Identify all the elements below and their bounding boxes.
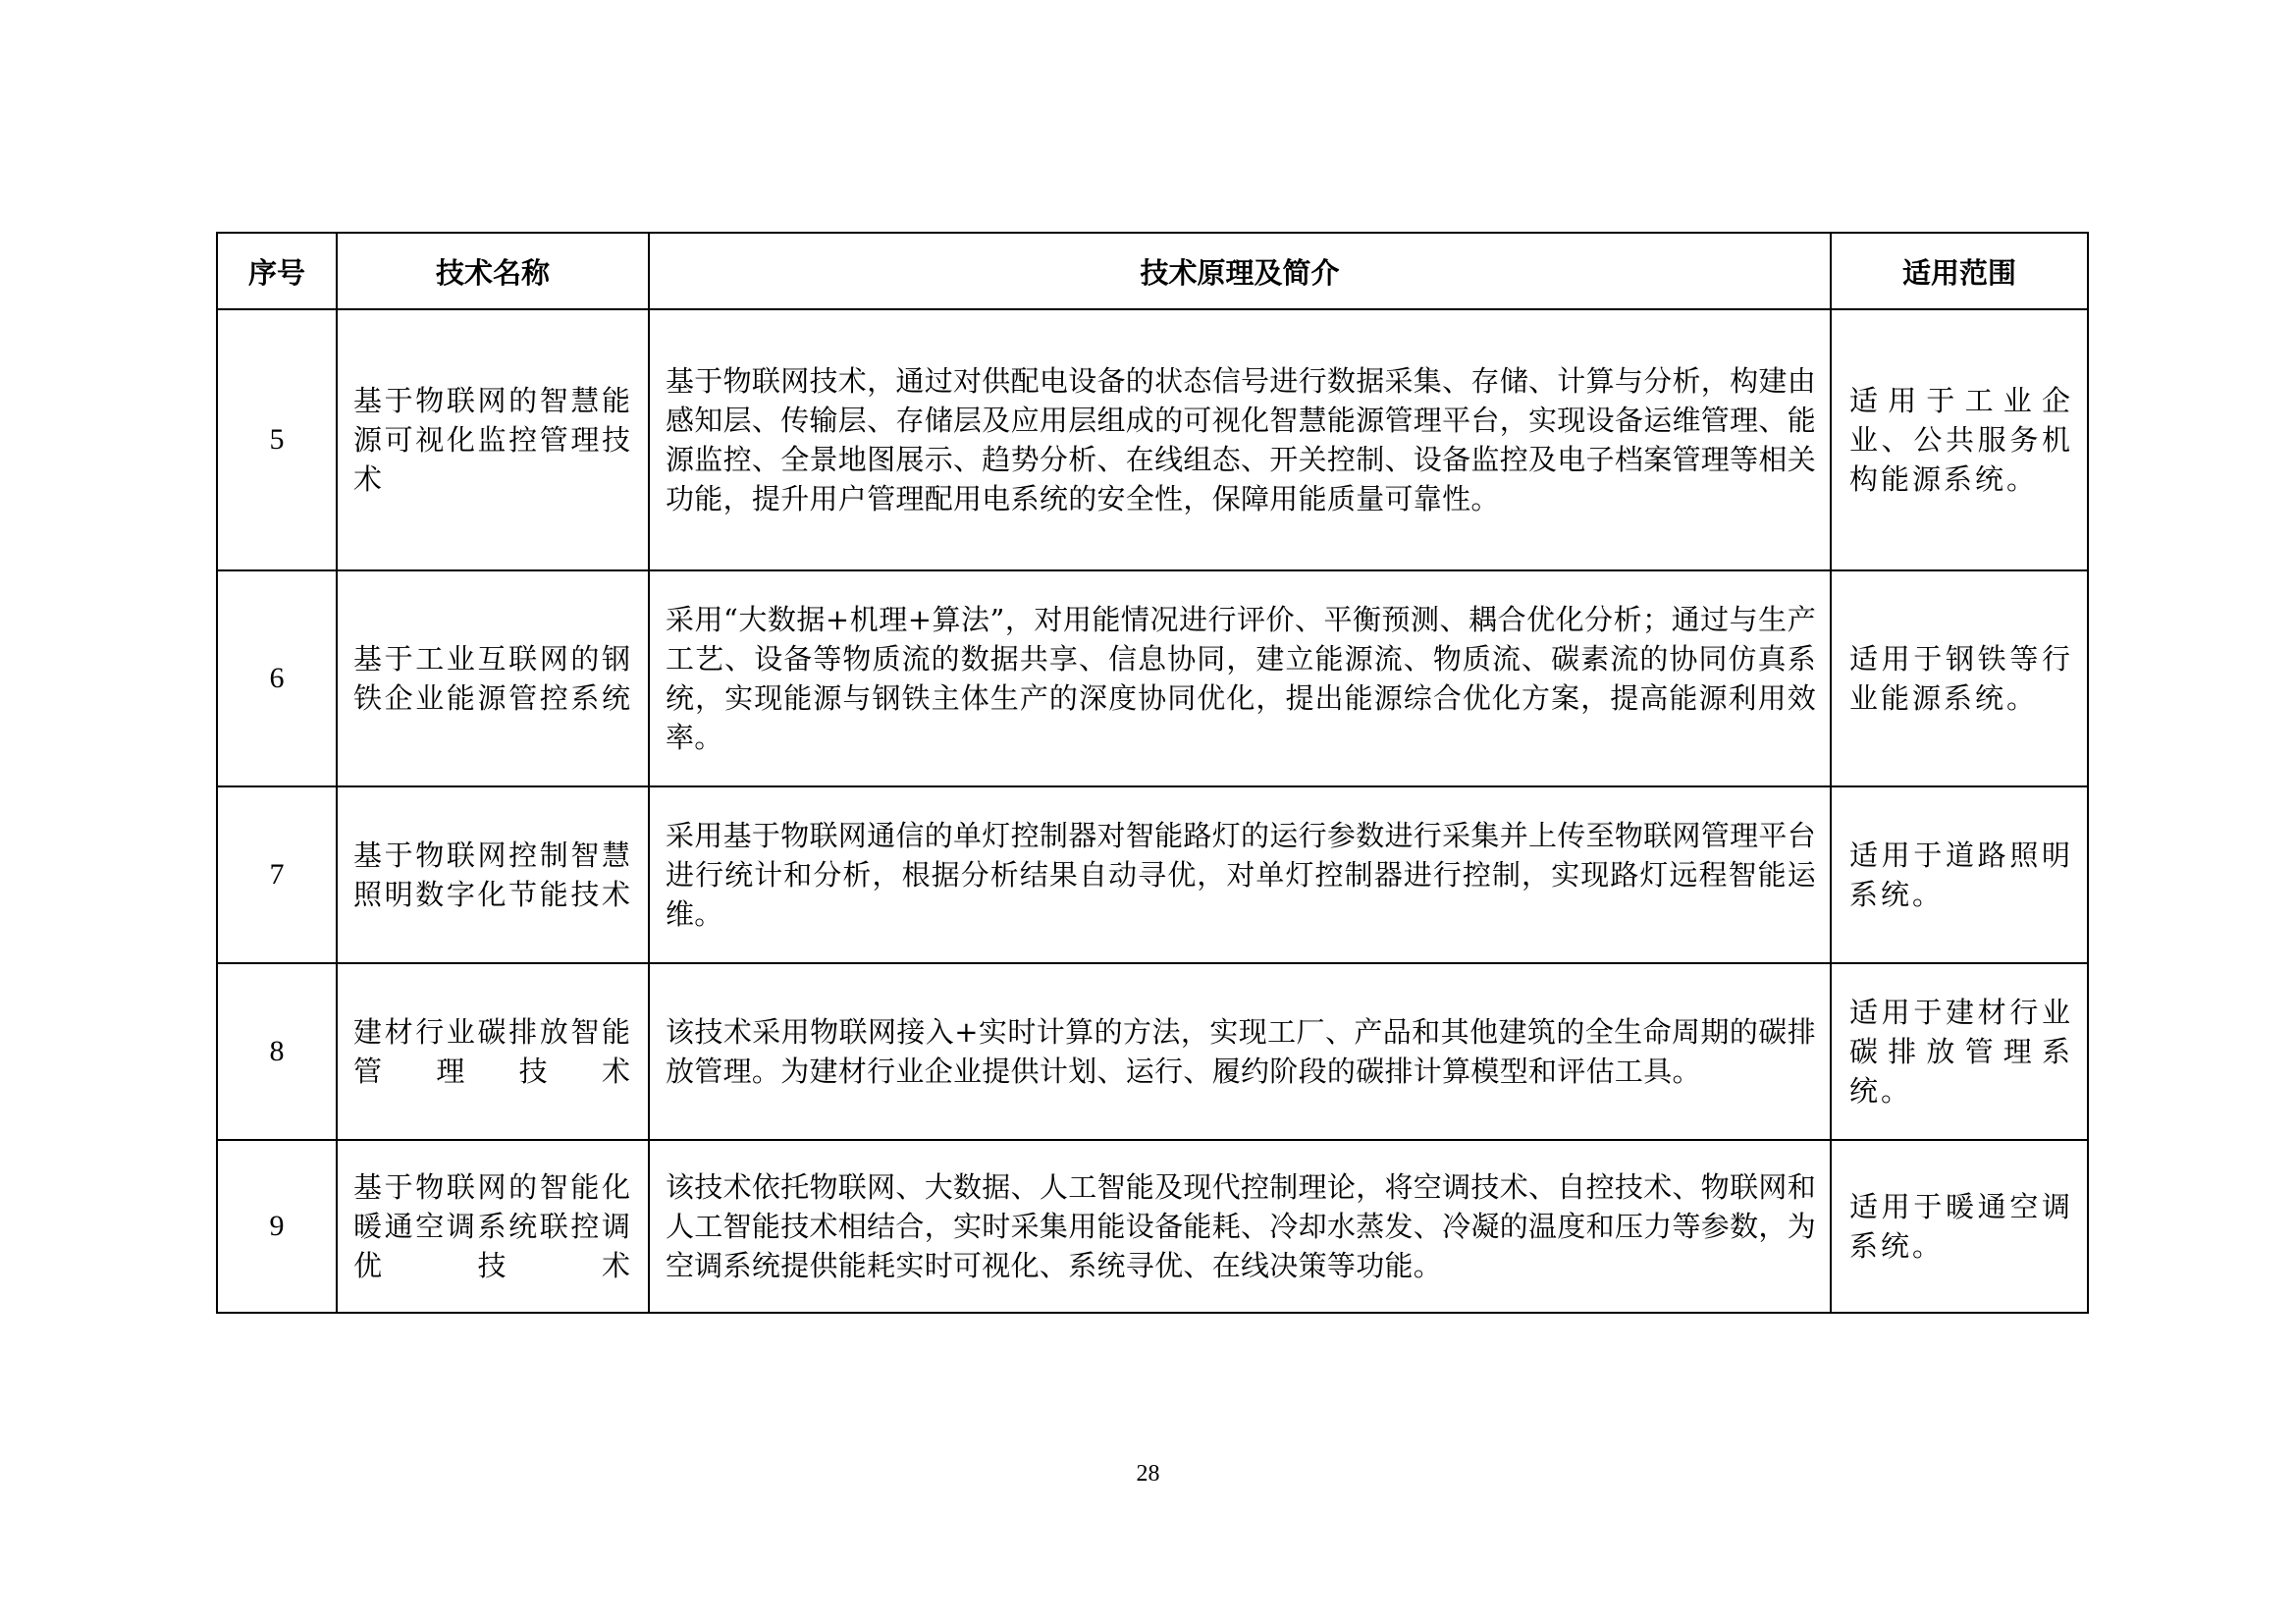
- applicable-scope-cell: 适用于道路照明系统。: [1831, 786, 2088, 963]
- principle-description-cell: 基于物联网技术，通过对供配电设备的状态信号进行数据采集、存储、计算与分析，构建由感知层、传输层、存储层及应用层组成的可视化智慧能源管理平台，实现设备运维管理、能源监控、全景地图展示、趋势分析、在线组态、开关控制、设备监控及电子档案管理等相关功能，提升用户管理配用电系统的安全性，保障用能质量可靠性。: [649, 309, 1831, 570]
- technology-name-cell: 基于物联网的智慧能源可视化监控管理技术: [337, 309, 649, 570]
- header-principle-description: 技术原理及简介: [649, 233, 1831, 309]
- serial-number-cell: 7: [217, 786, 337, 963]
- applicable-scope-cell: 适用于钢铁等行业能源系统。: [1831, 570, 2088, 786]
- principle-description-cell: 该技术采用物联网接入+实时计算的方法，实现工厂、产品和其他建筑的全生命周期的碳排放管理。为建材行业企业提供计划、运行、履约阶段的碳排计算模型和评估工具。: [649, 963, 1831, 1140]
- applicable-scope-cell: 适用于工业企业、公共服务机构能源系统。: [1831, 309, 2088, 570]
- principle-description-cell: 采用基于物联网通信的单灯控制器对智能路灯的运行参数进行采集并上传至物联网管理平台进行统计和分析，根据分析结果自动寻优，对单灯控制器进行控制，实现路灯远程智能运维。: [649, 786, 1831, 963]
- technology-name-cell: 建材行业碳排放智能管理技术: [337, 963, 649, 1140]
- header-applicable-scope: 适用范围: [1831, 233, 2088, 309]
- table-row: [217, 1140, 2088, 1313]
- serial-number-cell: 8: [217, 963, 337, 1140]
- table-row: [217, 570, 2088, 786]
- table-row: [217, 963, 2088, 1140]
- header-technology-name: 技术名称: [337, 233, 649, 309]
- applicable-scope-cell: 适用于建材行业碳排放管理系统。: [1831, 963, 2088, 1140]
- table-row: [217, 309, 2088, 570]
- serial-number-cell: 5: [217, 309, 337, 570]
- technology-name-cell: 基于工业互联网的钢铁企业能源管控系统: [337, 570, 649, 786]
- technology-table: [216, 232, 2089, 1314]
- table-header-row: [217, 233, 2088, 309]
- technology-name-cell: 基于物联网控制智慧照明数字化节能技术: [337, 786, 649, 963]
- applicable-scope-cell: 适用于暖通空调系统。: [1831, 1140, 2088, 1313]
- technology-name-cell: 基于物联网的智能化暖通空调系统联控调优技术: [337, 1140, 649, 1313]
- principle-description-cell: 采用“大数据+机理+算法”，对用能情况进行评价、平衡预测、耦合优化分析；通过与生产工艺、设备等物质流的数据共享、信息协同，建立能源流、物质流、碳素流的协同仿真系统，实现能源与钢铁主体生产的深度协同优化，提出能源综合优化方案，提高能源利用效率。: [649, 570, 1831, 786]
- serial-number-cell: 9: [217, 1140, 337, 1313]
- principle-description-cell: 该技术依托物联网、大数据、人工智能及现代控制理论，将空调技术、自控技术、物联网和人工智能技术相结合，实时采集用能设备能耗、冷却水蒸发、冷凝的温度和压力等参数，为空调系统提供能耗实时可视化、系统寻优、在线决策等功能。: [649, 1140, 1831, 1313]
- header-serial-number: 序号: [217, 233, 337, 309]
- serial-number-cell: 6: [217, 570, 337, 786]
- table-row: [217, 786, 2088, 963]
- page-number: 28: [1136, 1461, 1160, 1487]
